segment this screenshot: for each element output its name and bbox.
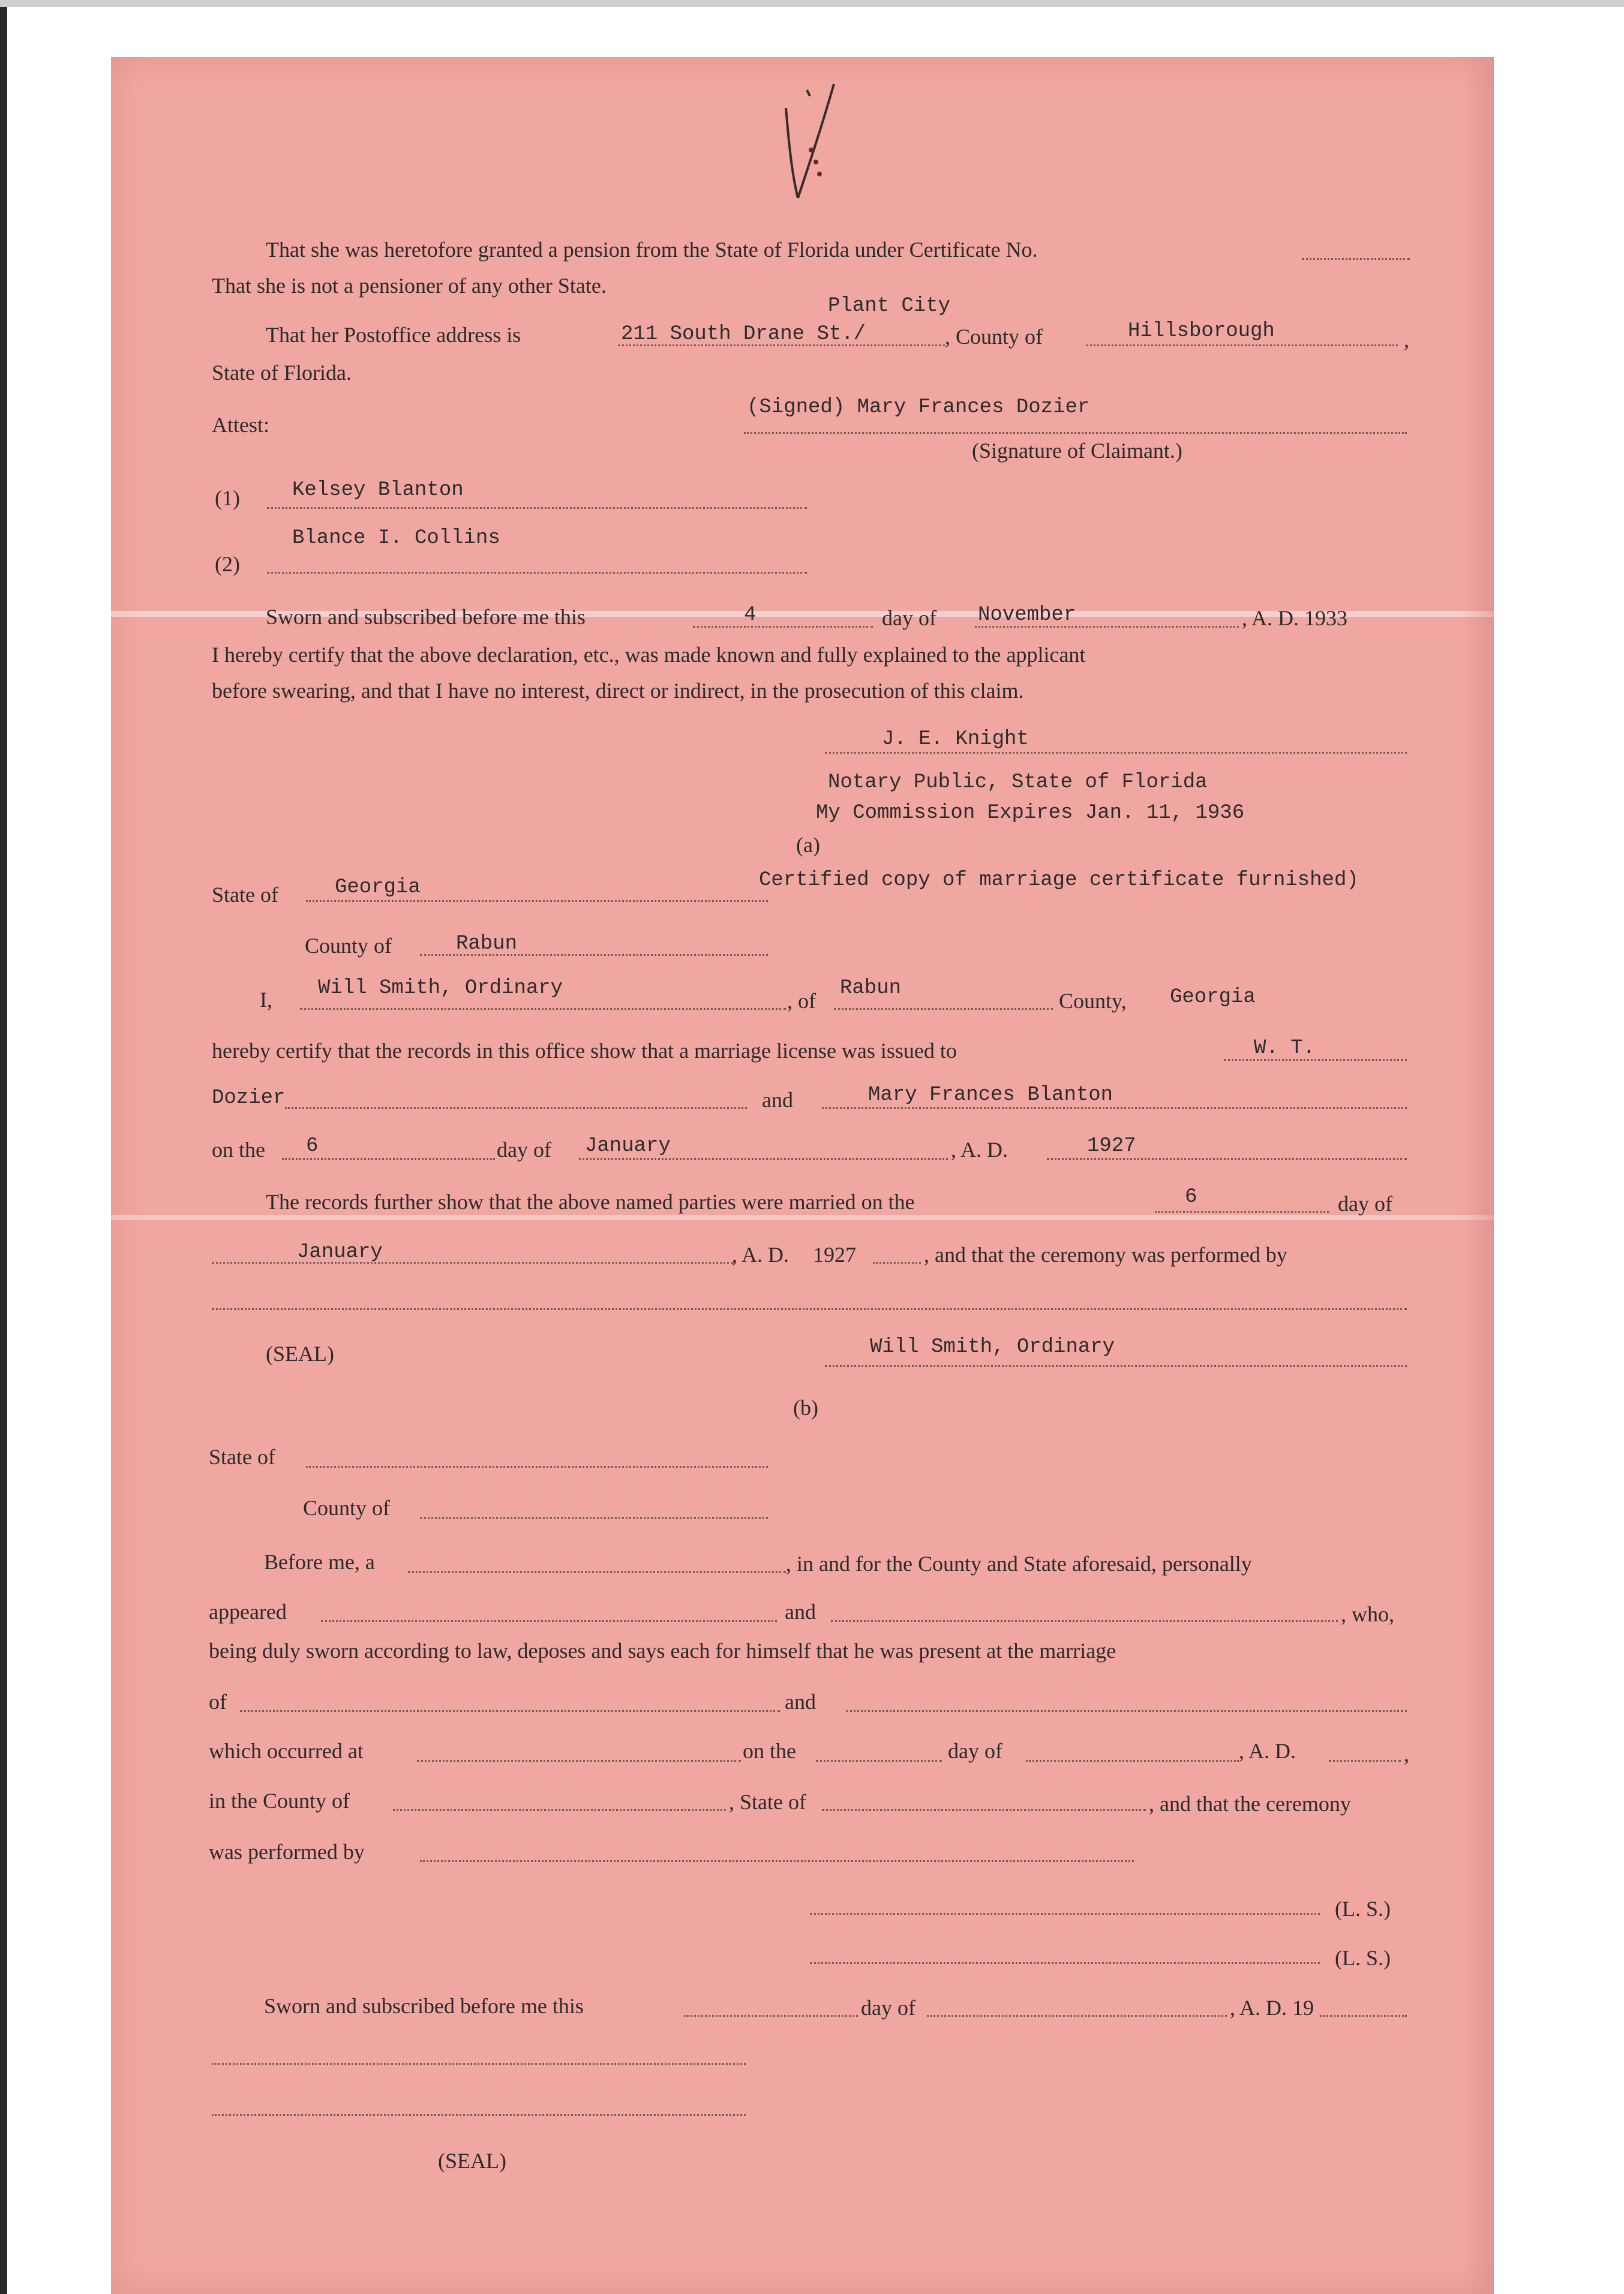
address-county-label: , County of — [945, 325, 1043, 349]
certify-line-2: before swearing, and that I have no interest, direct or indirect, in the prosecution of this claim. — [212, 679, 1024, 703]
b-notary-title-blank[interactable] — [212, 2114, 746, 2116]
day-of-label: day of — [497, 1138, 551, 1162]
witness-2-number: (2) — [215, 552, 240, 576]
address-county: Hillsborough — [1128, 320, 1275, 343]
b-sworn-ad-label: , A. D. 19 — [1230, 1996, 1314, 2020]
seal-2: (SEAL) — [438, 2149, 506, 2173]
b-on-the-label: on the — [743, 1739, 796, 1763]
notary-name: J. E. Knight — [882, 728, 1029, 751]
b-sworn-day-blank[interactable] — [684, 2015, 858, 2017]
address-street: 211 South Drane St./ — [621, 323, 866, 346]
b-signature-2-blank[interactable] — [810, 1962, 1320, 1964]
b-party-2-blank[interactable] — [846, 1710, 1407, 1712]
of-county-blank[interactable] — [834, 1008, 1053, 1010]
b-signature-1-blank[interactable] — [810, 1913, 1320, 1915]
state-of-label: State of — [212, 883, 278, 907]
ls-1: (L. S.) — [1335, 1897, 1391, 1921]
county-state-label: County, — [1059, 989, 1127, 1013]
married-month: January — [297, 1241, 383, 1264]
married-day: 6 — [1185, 1186, 1197, 1209]
ceremony-officiant-blank[interactable] — [212, 1308, 1407, 1310]
i-label: I, — [260, 988, 272, 1012]
address-comma: , — [1404, 328, 1409, 352]
claimant-signed: (Signed) Mary Frances Dozier — [747, 396, 1090, 419]
of-label: , of — [787, 989, 816, 1013]
paper-fold-line — [111, 1215, 1494, 1220]
b-state-of2-label: , State of — [729, 1790, 806, 1814]
sworn-day-of-label: day of — [882, 606, 936, 630]
signature-caption: (Signature of Claimant.) — [972, 439, 1182, 463]
b-of-label: of — [209, 1690, 227, 1714]
b-in-and-for-label: , in and for the County and State aforesaid, personally — [786, 1552, 1252, 1576]
claimant-signature-blank[interactable] — [744, 432, 1407, 434]
b-in-county-label: in the County of — [209, 1789, 350, 1813]
ls-2: (L. S.) — [1335, 1946, 1391, 1970]
license-month: January — [585, 1135, 671, 1158]
bride-name: Mary Frances Blanton — [868, 1084, 1113, 1106]
b-sworn-statement: Sworn and subscribed before me this — [264, 1994, 584, 2018]
section-label-a: (a) — [796, 833, 820, 857]
b-sworn-day-of-label: day of — [861, 1996, 915, 2020]
married-month-blank[interactable] — [212, 1262, 734, 1264]
b-occurred-label: which occurred at — [209, 1739, 364, 1763]
groom-surname: Dozier — [212, 1087, 286, 1109]
b-and-label: and — [785, 1600, 816, 1624]
b-witness-2-blank[interactable] — [831, 1620, 1338, 1622]
b-who-label: , who, — [1341, 1602, 1394, 1626]
license-day: 6 — [306, 1135, 319, 1158]
not-pensioner-statement: That she is not a pensioner of any other State. — [212, 274, 607, 298]
address-city: Plant City — [828, 295, 951, 317]
b-witness-1-blank[interactable] — [321, 1620, 777, 1622]
b-year-blank[interactable] — [1329, 1760, 1401, 1762]
license-month-blank[interactable] — [579, 1158, 948, 1160]
b-county2-blank[interactable] — [393, 1809, 726, 1811]
records-statement: The records further show that the above named parties were married on the — [266, 1190, 915, 1214]
sworn-day: 4 — [744, 604, 757, 626]
sworn-ad-year: , A. D. 1933 — [1242, 606, 1348, 630]
groom-surname-blank[interactable] — [285, 1107, 747, 1109]
license-year: 1927 — [1087, 1135, 1136, 1158]
day-of-right-label: day of — [1338, 1192, 1392, 1216]
county-blank[interactable] — [420, 954, 768, 956]
b-ceremony-label: , and that the ceremony — [1149, 1792, 1351, 1816]
ordinary-blank[interactable] — [300, 1008, 786, 1010]
b-performed-label: was performed by — [209, 1840, 365, 1864]
b-appeared-label: appeared — [209, 1600, 287, 1624]
attest-label: Attest: — [212, 413, 269, 437]
handwritten-mark — [774, 72, 846, 210]
b-state-blank[interactable] — [306, 1466, 768, 1468]
b-place-blank[interactable] — [417, 1760, 741, 1762]
b-and2-label: and — [785, 1690, 816, 1714]
on-the-label: on the — [212, 1138, 265, 1162]
witness-1-number: (1) — [215, 486, 240, 510]
scan-border-left — [0, 0, 7, 2294]
pension-certificate-statement: That she was heretofore granted a pension from the State of Florida under Certificate No. — [266, 238, 1038, 262]
certify-line-1: I hereby certify that the above declaration, etc., was made known and fully explained to the applicant — [212, 643, 1086, 667]
license-year-blank[interactable] — [1047, 1158, 1407, 1160]
notary-signature-blank[interactable] — [825, 752, 1407, 754]
certified-copy-note: Certified copy of marriage certificate furnished) — [759, 869, 1359, 892]
b-duly-sworn-statement: being duly sworn according to law, deposes and says each for himself that he was present at the marriage — [209, 1639, 1116, 1663]
b-before-me-label: Before me, a — [264, 1550, 375, 1574]
sworn-statement: Sworn and subscribed before me this — [266, 605, 586, 629]
and-label: and — [762, 1088, 793, 1112]
certificate-number-blank[interactable] — [1302, 258, 1410, 260]
witness-1-blank[interactable] — [267, 507, 807, 509]
address-label: That her Postoffice address is — [266, 323, 521, 347]
seal-1: (SEAL) — [266, 1342, 334, 1366]
ad-label: , A. D. — [951, 1138, 1008, 1162]
notary-commission: My Commission Expires Jan. 11, 1936 — [816, 802, 1245, 824]
sworn-month: November — [978, 604, 1076, 626]
section-label-b: (b) — [793, 1396, 818, 1420]
b-ad-label: , A. D. — [1239, 1739, 1296, 1763]
b-officiant-blank[interactable] — [420, 1860, 1134, 1862]
b-county-blank[interactable] — [420, 1517, 768, 1519]
sworn-month-blank[interactable] — [975, 626, 1239, 628]
county-value: Rabun — [456, 932, 518, 955]
b-sworn-month-blank[interactable] — [927, 2015, 1227, 2017]
b-state-of-label: State of — [209, 1445, 275, 1469]
notary-title: Notary Public, State of Florida — [828, 771, 1208, 794]
ceremony-statement: , and that the ceremony was performed by — [924, 1243, 1287, 1267]
b-county-of-label: County of — [303, 1496, 391, 1520]
witness-2-name: Blance I. Collins — [292, 527, 500, 550]
pension-form-sheet — [111, 57, 1494, 2294]
paper-edge-shading — [1464, 57, 1494, 2294]
license-statement: hereby certify that the records in this office show that a marriage license was issued to — [212, 1039, 957, 1063]
county-of-label: County of — [305, 934, 392, 958]
of-county: Rabun — [840, 977, 902, 1000]
county-state-value: Georgia — [1170, 986, 1256, 1009]
ordinary-signature-blank[interactable] — [825, 1365, 1407, 1367]
state-value: Georgia — [335, 876, 421, 899]
b-party-1-blank[interactable] — [240, 1710, 780, 1712]
address-blank[interactable] — [618, 344, 945, 346]
b-notary-signature-blank[interactable] — [212, 2063, 746, 2065]
b-day-of-label: day of — [948, 1739, 1002, 1763]
witness-2-blank[interactable] — [267, 572, 807, 574]
married-year-blank[interactable] — [873, 1262, 921, 1264]
b-month-blank[interactable] — [1026, 1760, 1239, 1762]
groom-initials-blank[interactable] — [1224, 1059, 1407, 1061]
state-of-florida: State of Florida. — [212, 361, 352, 385]
state-blank[interactable] — [306, 900, 768, 902]
married-year: 1927 — [813, 1243, 856, 1267]
b-state2-blank[interactable] — [822, 1809, 1146, 1811]
b-comma: , — [1404, 1742, 1409, 1766]
groom-initials: W. T. — [1254, 1037, 1316, 1060]
ordinary-name: Will Smith, Ordinary — [318, 977, 563, 1000]
b-officer-blank[interactable] — [408, 1571, 786, 1573]
married-ad-label: , A. D. — [732, 1243, 790, 1267]
scan-border-top — [0, 0, 1624, 7]
address-county-blank[interactable] — [1086, 344, 1398, 346]
b-day-blank[interactable] — [816, 1760, 942, 1762]
witness-1-name: Kelsey Blanton — [292, 479, 464, 502]
ordinary-signature: Will Smith, Ordinary — [870, 1336, 1115, 1359]
bride-name-blank[interactable] — [822, 1107, 1407, 1109]
b-sworn-year-blank[interactable] — [1320, 2015, 1407, 2017]
married-day-blank[interactable] — [1155, 1211, 1329, 1213]
license-day-blank[interactable] — [282, 1158, 495, 1160]
sworn-day-blank[interactable] — [693, 626, 873, 628]
